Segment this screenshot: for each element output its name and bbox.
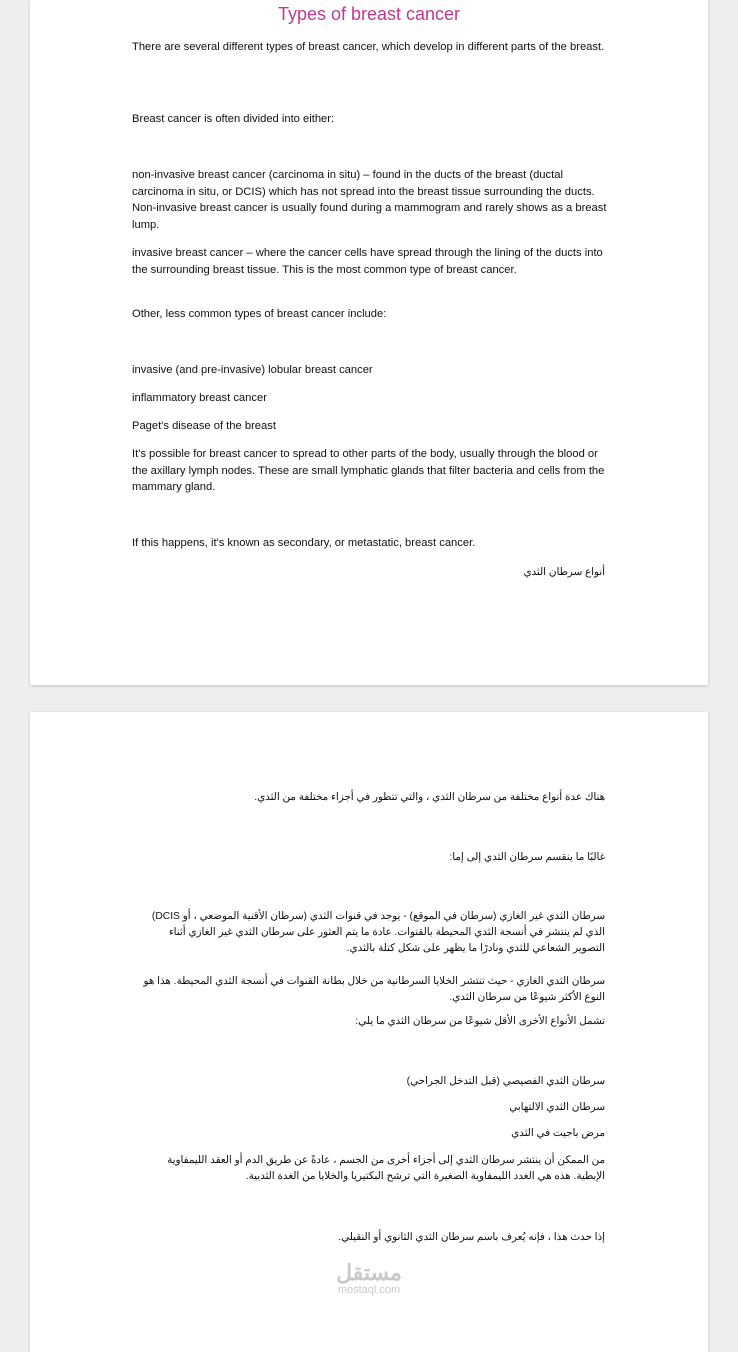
paragraph: There are several different types of breast cancer, which develop in different parts of the breast. [132, 41, 605, 53]
list-item: Paget's disease of the breast [132, 420, 276, 432]
paragraph: سرطان الثدي غير الغازي (سرطان في الموقع) - يوجد في قنوات الثدي (سرطان الأقنية الموضعي ، أو DCIS) الذي لم ينتشر في أنسجة الثدي المحيطة بالقنوات. عادة ما يتم العثور على سرطان الثدي غير الغازي أثناء التصوير الشعاعي للثدي ونادرًا ما يظهر على شكل كتلة بالثدي. [151, 911, 605, 954]
paragraph: إذا حدث هذا ، فإنه يُعرف باسم سرطان الثدي الثانوي أو النقيلي. [338, 1232, 605, 1243]
document-title: Types of breast cancer [277, 4, 461, 24]
paragraph: If this happens, it's known as secondary, or metastatic, breast cancer. [132, 537, 476, 549]
list-item: inflammatory breast cancer [132, 392, 267, 404]
list-item: سرطان الثدي الفصيصي (قبل التدخل الجراحي) [406, 1076, 605, 1087]
paragraph: من الممكن أن ينتشر سرطان الثدي إلى أجزاء أخرى من الجسم ، عادةً عن طريق الدم أو العقد الليمفاوية الإبطية. هذه هي الغدد الليمفاوية الصغيرة التي ترشح البكتيريا والخلايا من الغدة الثديية. [167, 1155, 605, 1182]
document-page-2 [30, 712, 708, 1352]
paragraph: It's possible for breast cancer to spread to other parts of the body, usually through the blood or the axillary lymph nodes. These are small lymphatic glands that filter bacteria and cells from the mammary gland. [132, 448, 605, 493]
watermark-arabic: مستقل [336, 1260, 402, 1285]
arabic-title: أنواع سرطان الثدي [523, 567, 605, 578]
list-item: invasive (and pre-invasive) lobular breast cancer [132, 364, 373, 376]
list-item: مرض باجيت في الثدي [511, 1128, 605, 1139]
paragraph: تشمل الأنواع الأخرى الأقل شيوعًا من سرطان الثدي ما يلي: [355, 1016, 605, 1027]
watermark-latin: mostaql.com [337, 1284, 401, 1296]
watermark-logo [0, 1262, 738, 1296]
paragraph: Other, less common types of breast cancer include: [132, 308, 387, 320]
document-page-1 [30, 0, 708, 685]
paragraph: هناك عدة أنواع مختلفة من سرطان الثدي ، والتي تتطور في أجزاء مختلفة من الثدي. [254, 792, 605, 803]
list-item: سرطان الثدي الالتهابي [509, 1102, 605, 1113]
paragraph: Breast cancer is often divided into either: [132, 113, 335, 125]
paragraph: non-invasive breast cancer (carcinoma in situ) – found in the ducts of the breast (ductal carcinoma in situ, or DCIS) which has not spread into the breast tissue surrounding the ducts. Non-invasive breast cancer is usually found during a mammogram and rarely shows as a breast lump. [132, 169, 607, 231]
paragraph: invasive breast cancer – where the cancer cells have spread through the lining of the ducts into the surrounding breast tissue. This is the most common type of breast cancer. [132, 247, 603, 276]
paragraph: سرطان الثدي الغازي - حيث تنتشر الخلايا السرطانية من خلال بطانة القنوات في أنسجة الثدي المحيطة. هذا هو النوع الأكثر شيوعًا من سرطان الثدي. [143, 976, 605, 1003]
paragraph: غالبًا ما ينقسم سرطان الثدي إلى إما: [449, 852, 605, 863]
